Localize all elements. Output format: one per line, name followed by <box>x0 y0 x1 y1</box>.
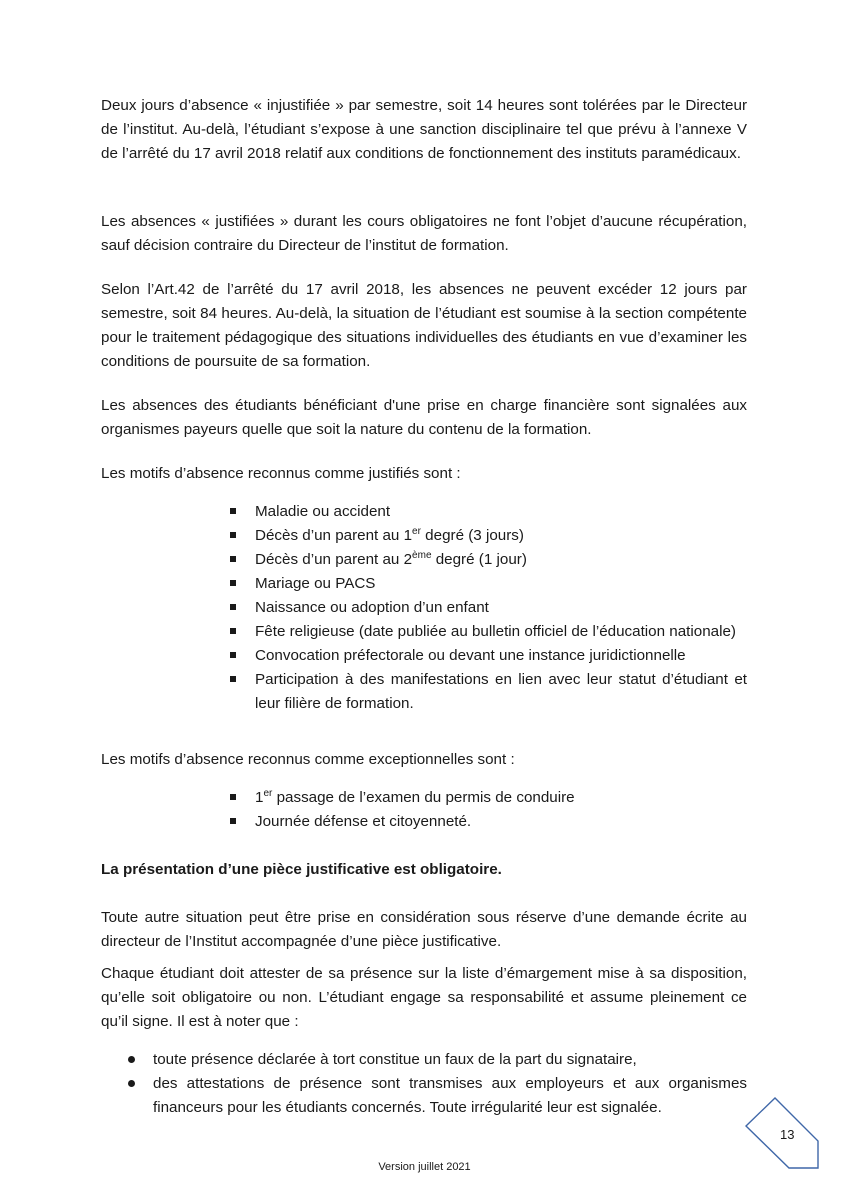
attendance-notes-list <box>127 1048 747 1120</box>
footer-version: Version juillet 2021 <box>378 1161 471 1173</box>
list-item: Décès d’un parent au 1er degré (3 jours) <box>230 524 747 548</box>
square-bullet-icon <box>230 794 236 800</box>
exceptional-reasons-list <box>230 786 747 834</box>
list-item: 1er passage de l’examen du permis de conduire <box>230 786 747 810</box>
paragraph-financed-students: Les absences des étudiants bénéficiant d'une prise en charge financière sont signalées aux organismes payeurs quelle que soit la nature du contenu de la formation. <box>101 397 747 438</box>
list-item: Mariage ou PACS <box>230 572 747 596</box>
round-bullet-icon <box>128 1056 135 1063</box>
square-bullet-icon <box>230 580 236 586</box>
list-item: Maladie ou accident <box>230 500 747 524</box>
round-bullet-icon <box>128 1080 135 1087</box>
justified-reasons-list <box>230 500 747 716</box>
paragraph-unjustified-absences: Deux jours d’absence « injustifiée » par semestre, soit 14 heures sont tolérées par le Directeur de l’institut. Au-delà, l’étudiant s’expose à une sanction disciplinaire tel que prévu à l’annexe V de l’arrêté du 17 avril 2018 relatif aux conditions de fonctionnement des instituts paramédicaux. <box>101 97 747 162</box>
list-item: Participation à des manifestations en lien avec leur statut d’étudiant et leur filière de formation. <box>230 668 747 716</box>
square-bullet-icon <box>230 676 236 682</box>
paragraph-exceptional-reasons-intro: Les motifs d’absence reconnus comme exceptionnelles sont : <box>101 751 515 768</box>
square-bullet-icon <box>230 532 236 538</box>
square-bullet-icon <box>230 652 236 658</box>
list-item: Naissance ou adoption d’un enfant <box>230 596 747 620</box>
list-item: Convocation préfectorale ou devant une instance juridictionnelle <box>230 644 747 668</box>
square-bullet-icon <box>230 508 236 514</box>
paragraph-justified-reasons-intro: Les motifs d’absence reconnus comme justifiés sont : <box>101 465 461 482</box>
page-number: 13 <box>780 1127 795 1142</box>
paragraph-attendance-sheet: Chaque étudiant doit attester de sa présence sur la liste d’émargement mise à sa disposition, qu’elle soit obligatoire ou non. L’étudiant engage sa responsabilité et assume pleinement ce qu’il signe. Il est à noter que : <box>101 965 747 1030</box>
paragraph-other-situations: Toute autre situation peut être prise en considération sous réserve d’une demande écrite au directeur de l’Institut accompagnée d’une pièce justificative. <box>101 909 747 950</box>
square-bullet-icon <box>230 604 236 610</box>
paragraph-absence-limit: Selon l’Art.42 de l’arrêté du 17 avril 2018, les absences ne peuvent excéder 12 jours par semestre, soit 84 heures. Au-delà, la situation de l’étudiant est soumise à la section compétente pour le traitement pédagogique des situations individuelles des étudiants en vue d’examiner les conditions de poursuite de sa formation. <box>101 281 747 370</box>
list-item: toute présence déclarée à tort constitue un faux de la part du signataire, <box>127 1048 747 1072</box>
list-item: Fête religieuse (date publiée au bulletin officiel de l’éducation nationale) <box>230 620 747 644</box>
square-bullet-icon <box>230 556 236 562</box>
page-number-marker <box>744 1096 822 1170</box>
list-item: Journée défense et citoyenneté. <box>230 810 747 834</box>
paragraph-proof-required: La présentation d’une pièce justificative est obligatoire. <box>101 861 502 878</box>
square-bullet-icon <box>230 628 236 634</box>
list-item: des attestations de présence sont transmises aux employeurs et aux organismes financeurs pour les étudiants concernés. Toute irrégularité leur est signalée. <box>127 1072 747 1120</box>
paragraph-justified-absences: Les absences « justifiées » durant les cours obligatoires ne font l’objet d’aucune récupération, sauf décision contraire du Directeur de l’institut de formation. <box>101 213 747 254</box>
list-item: Décès d’un parent au 2ème degré (1 jour) <box>230 548 747 572</box>
square-bullet-icon <box>230 818 236 824</box>
